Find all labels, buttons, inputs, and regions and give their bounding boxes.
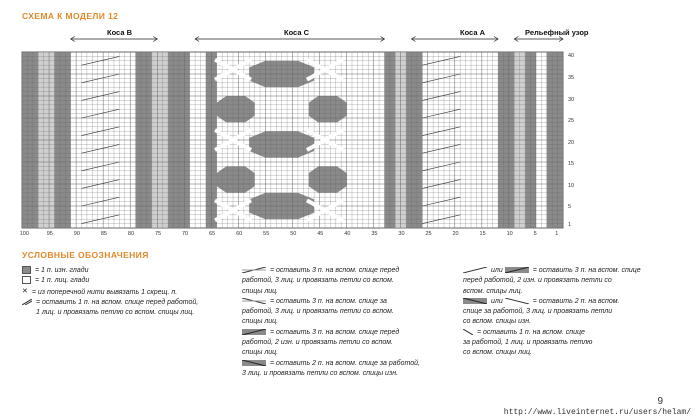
- row-label: 30: [568, 97, 575, 103]
- bracket-label-kosa-c: Коса С: [284, 28, 309, 37]
- cable-3-purl-icon: [242, 329, 266, 335]
- cable-2-back-alt-icon: [463, 298, 487, 304]
- row-label: 25: [568, 118, 575, 124]
- legend-item-cross-yo: ✕ = из поперечной нити вывязать 1 скрещ. п.: [22, 287, 178, 296]
- legend-column-1: = 1 п. изн. глади = 1 п. лиц. глади ✕ = из поперечной нити вывязать 1 скрещ. п. = оставить 1 п. на вспом. спице перед работой, 1 лиц. и провязать петлю со вспом. спицы лиц.: [22, 266, 237, 318]
- bracket-label-kosa-a: Коса А: [460, 28, 485, 37]
- stitch-label: 30: [398, 231, 405, 237]
- stitch-label: 10: [506, 231, 513, 237]
- stitch-label: 80: [127, 231, 135, 237]
- page-number: 9: [657, 396, 663, 407]
- footer-url: http://www.liveinternet.ru/users/helam/: [503, 408, 691, 417]
- stitch-label: 25: [425, 231, 432, 237]
- legend-item-knit: = 1 п. лиц. глади: [22, 276, 237, 286]
- row-label: 20: [568, 140, 575, 146]
- stitch-label: 70: [182, 231, 189, 237]
- cross-stitch-icon: ✕: [22, 287, 28, 295]
- stitch-label: 55: [263, 231, 270, 237]
- stitch-label: 45: [317, 231, 324, 237]
- stitch-label: 100: [19, 231, 29, 237]
- legend-item-c1-front: = оставить 1 п. на вспом. спице перед работой,: [22, 298, 237, 308]
- cable-1-front-icon: [22, 299, 32, 305]
- legend-item-c2-back: = оставить 2 п. на вспом. спице за работой,: [242, 359, 457, 369]
- cable-1-left-icon: [463, 329, 473, 335]
- legend-item-purl: = 1 п. изн. глади: [22, 266, 237, 276]
- bracket-label-relief: Рельефный узор: [525, 28, 589, 37]
- legend-column-2: = оставить 3 п. на вспом. спице перед работой, 3 лиц. и провязать петли со вспом. спицы лиц. = оставить 3 п. на вспом. спице за работой, 3 лиц. и провязать петли со вспом. спицы лиц. = оставить 3 п. на вспом. спице перед работой, 2 изн. и провязать петли со вспом. спицы лиц. = оставить 2 п. на вспом. спице за работой, 3 лиц. и провязать петли со вспом. спицы изн.: [242, 266, 457, 379]
- row-label: 35: [568, 75, 575, 81]
- row-label: 5: [568, 204, 572, 210]
- row-label: 1: [568, 222, 572, 228]
- cable-3-front-icon: [242, 267, 266, 273]
- stitch-label: 5: [533, 231, 537, 237]
- purl-swatch-icon: [22, 266, 31, 274]
- cable-3-back-icon: [242, 298, 266, 304]
- legend-item-c3-back: = оставить 3 п. на вспом. спице за: [242, 297, 457, 307]
- row-label: 40: [568, 53, 575, 59]
- stitch-label: 1: [555, 231, 559, 237]
- stitch-label: 75: [154, 231, 162, 237]
- legend-item-c3-purl: = оставить 3 п. на вспом. спице перед: [242, 328, 457, 338]
- legend-title: УСЛОВНЫЕ ОБОЗНАЧЕНИЯ: [22, 250, 149, 260]
- stitch-label: 20: [452, 231, 459, 237]
- row-label: 10: [568, 183, 575, 189]
- knit-swatch-icon: [22, 276, 31, 284]
- legend-item-c3-front: = оставить 3 п. на вспом. спице перед: [242, 266, 457, 276]
- bracket-label-kosa-b: Коса В: [107, 28, 132, 37]
- legend-item-c3-or: или = оставить 3 п. на вспом. спице: [463, 266, 688, 276]
- legend-column-3: или = оставить 3 п. на вспом. спице перед работой, 2 изн. и провязать петли со вспом. спицы лиц. или = оставить 2 п. на вспом. спице за работой, 3 лиц. и провязать петли со вспом. спицы изн. = оставить 1 п. на вспом. спице за работой, 1 лиц. и провязать петлю со вспом. спицы лиц.: [463, 266, 688, 359]
- stitch-label: 40: [344, 231, 351, 237]
- stitch-label: 60: [236, 231, 243, 237]
- chart-title: СХЕМА К МОДЕЛИ 12: [22, 11, 119, 21]
- cable-3-back-alt-icon: [505, 298, 529, 304]
- row-label: 15: [568, 161, 575, 167]
- legend-item-c3-or2: или = оставить 2 п. на вспом.: [463, 297, 688, 307]
- stitch-label: 35: [371, 231, 378, 237]
- stitch-label: 90: [73, 231, 80, 237]
- stitch-label: 15: [479, 231, 486, 237]
- stitch-label: 85: [100, 231, 107, 237]
- stitch-label: 65: [209, 231, 216, 237]
- stitch-label: 50: [290, 231, 297, 237]
- cable-3-front-alt-icon: [463, 267, 487, 273]
- legend-item-c1-left: = оставить 1 п. на вспом. спице: [463, 328, 688, 338]
- stitch-label: 95: [46, 231, 53, 237]
- cable-3-purl-alt-icon: [505, 267, 529, 273]
- cable-2-back-icon: [242, 360, 266, 366]
